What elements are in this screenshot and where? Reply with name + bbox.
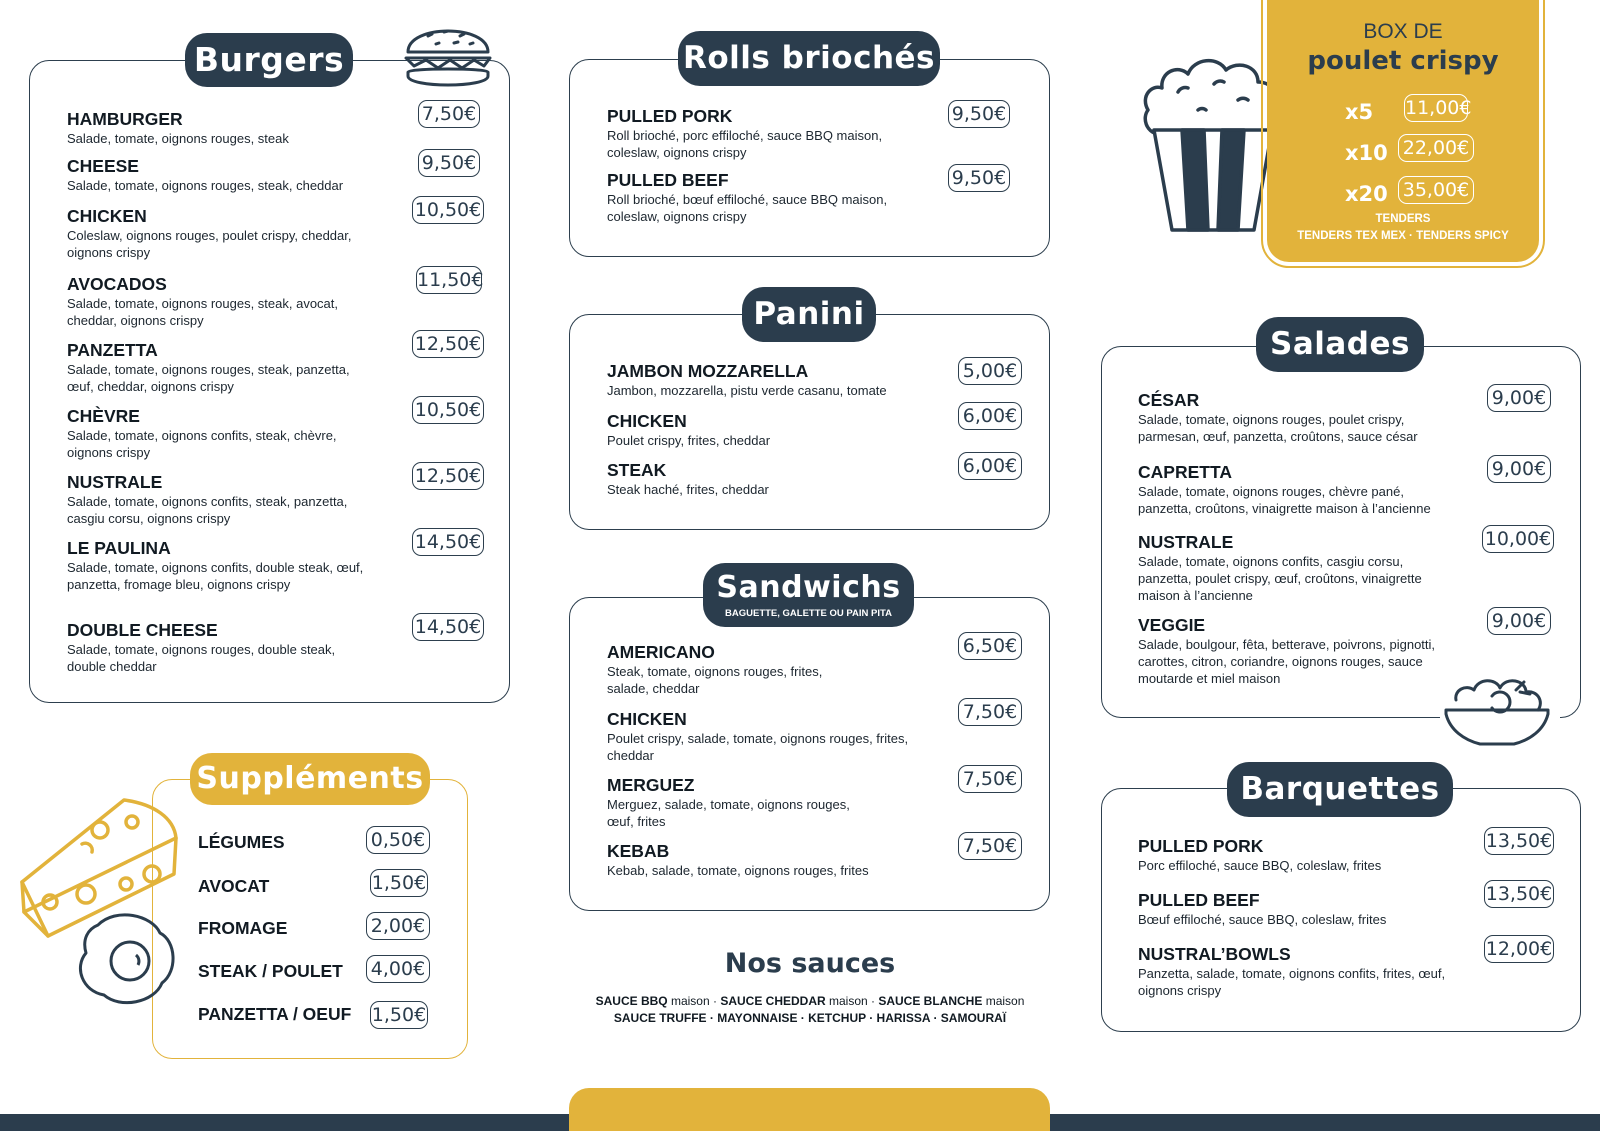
footer-gold-tab — [569, 1088, 1050, 1131]
salade-item-name: VEGGIE — [1138, 615, 1206, 635]
sandwich-item-desc: Steak, tomate, oignons rouges, frites, salade, cheddar — [607, 664, 823, 696]
panini-item-desc: Jambon, mozzarella, pistu verde casanu, tomate — [607, 383, 887, 398]
burger-item-name: DOUBLE CHEESE — [67, 620, 218, 640]
supplement-item-name: AVOCAT — [198, 876, 270, 896]
burger-item-desc: Salade, tomate, oignons rouges, steak, panzetta, œuf, cheddar, oignons crispy — [67, 362, 350, 394]
box-note-1: TENDERS — [1375, 213, 1431, 225]
box-price: 11,00€ — [1404, 94, 1468, 122]
rolls-item-price: 9,50€ — [948, 164, 1010, 192]
supplement-item-price: 1,50€ — [370, 1001, 428, 1029]
salade-item-desc: Salade, boulgour, fêta, betterave, poivrons, pignotti, carottes, citron, coriandre, oignons rouges, sauce moutarde et miel maison — [1138, 637, 1436, 686]
supplement-item-price: 2,00€ — [366, 912, 430, 940]
panini-item-desc: Poulet crispy, frites, cheddar — [607, 433, 771, 448]
barquette-item-name: PULLED PORK — [1138, 836, 1264, 856]
sandwich-item-name: MERGUEZ — [607, 775, 695, 795]
burger-item-name: CHÈVRE — [67, 406, 140, 426]
sauce-name: SAUCE CHEDDAR — [720, 994, 826, 1008]
salade-item-name: CAPRETTA — [1138, 462, 1232, 482]
barquettes-title: Barquettes — [1227, 762, 1453, 817]
rolls-item-name: PULLED BEEF — [607, 170, 729, 190]
supplement-item-name: FROMAGE — [198, 918, 288, 938]
salade-item-desc: Salade, tomate, oignons rouges, poulet crispy, parmesan, œuf, panzetta, croûtons, sauce césar — [1138, 412, 1418, 444]
supplement-item-price: 1,50€ — [370, 869, 428, 897]
burger-item-price: 9,50€ — [418, 149, 480, 177]
sandwich-item-desc: Poulet crispy, salade, tomate, oignons rouges, frites, cheddar — [607, 731, 909, 763]
box-qty: x10 — [1345, 141, 1388, 165]
burger-item-price: 11,50€ — [416, 266, 482, 294]
panini-item-name: JAMBON MOZZARELLA — [607, 361, 809, 381]
burger-item-desc: Salade, tomate, oignons confits, double steak, œuf, panzetta, fromage bleu, oignons crispy — [67, 560, 364, 592]
burger-item-desc: Coleslaw, oignons rouges, poulet crispy, cheddar, oignons crispy — [67, 228, 352, 260]
burger-item-price: 14,50€ — [412, 613, 484, 641]
salade-item-price: 9,00€ — [1487, 455, 1551, 483]
burgers-title: Burgers — [185, 33, 353, 87]
rolls-title: Rolls briochés — [678, 31, 940, 86]
sandwich-item-desc: Merguez, salade, tomate, oignons rouges, œuf, frites — [607, 797, 850, 829]
sauce-name: SAUCE BLANCHE — [878, 994, 983, 1008]
burger-item-name: PANZETTA — [67, 340, 158, 360]
burger-item-desc: Salade, tomate, oignons rouges, steak, cheddar — [67, 178, 344, 193]
supplement-item-name: LÉGUMES — [198, 832, 285, 852]
box-qty: x20 — [1345, 182, 1388, 206]
salade-item-price: 9,00€ — [1487, 384, 1551, 412]
barquette-item-name: NUSTRAL’BOWLS — [1138, 944, 1291, 964]
burger-item-name: AVOCADOS — [67, 274, 167, 294]
burger-item-desc: Salade, tomate, oignons rouges, double steak, double cheddar — [67, 642, 336, 674]
barquette-item-desc: Panzetta, salade, tomate, oignons confits, frites, œuf, oignons crispy — [1138, 966, 1446, 998]
burger-item-price: 12,50€ — [412, 462, 484, 490]
panini-item-desc: Steak haché, frites, cheddar — [607, 482, 769, 497]
supplement-item-name: STEAK / POULET — [198, 961, 343, 981]
box-qty: x5 — [1345, 100, 1374, 124]
rolls-item-name: PULLED PORK — [607, 106, 733, 126]
sauce-note: maison — [982, 994, 1025, 1008]
sandwich-item-price: 7,50€ — [958, 765, 1022, 793]
popcorn-bucket-icon — [1138, 44, 1288, 236]
panini-title: Panini — [742, 287, 876, 342]
sandwich-item-desc: Kebab, salade, tomate, oignons rouges, frites — [607, 863, 869, 878]
salade-item-desc: Salade, tomate, oignons confits, casgiu corsu, panzetta, poulet crispy, œuf, croûtons, vinaigrette maison à l’ancienne — [1138, 554, 1422, 603]
sandwich-item-name: KEBAB — [607, 841, 670, 861]
burger-item-desc: Salade, tomate, oignons rouges, steak, avocat, cheddar, oignons crispy — [67, 296, 339, 328]
fried-egg-icon — [76, 911, 178, 1007]
sandwichs-subtitle: BAGUETTE, GALETTE OU PAIN PITA — [725, 608, 892, 619]
burger-item-price: 7,50€ — [418, 100, 480, 128]
panini-item-name: CHICKEN — [607, 411, 687, 431]
supplement-item-price: 0,50€ — [366, 826, 430, 854]
panini-item-price: 5,00€ — [958, 357, 1022, 385]
burger-item-name: CHICKEN — [67, 206, 147, 226]
burger-item-price: 14,50€ — [412, 528, 484, 556]
barquette-item-desc: Bœuf effiloché, sauce BBQ, coleslaw, frites — [1138, 912, 1387, 927]
supplements-title: Suppléments — [190, 753, 430, 805]
panini-item-price: 6,00€ — [958, 452, 1022, 480]
salade-item-price: 10,00€ — [1482, 525, 1554, 553]
sandwichs-title: Sandwichs — [716, 570, 901, 605]
rolls-item-desc: Roll brioché, porc effiloché, sauce BBQ maison, coleslaw, oignons crispy — [607, 128, 883, 160]
salade-item-price: 9,00€ — [1487, 607, 1551, 635]
box-price: 35,00€ — [1398, 176, 1474, 204]
sandwich-item-name: CHICKEN — [607, 709, 687, 729]
box-note-2: TENDERS TEX MEX · TENDERS SPICY — [1297, 230, 1509, 242]
burger-item-price: 12,50€ — [412, 330, 484, 358]
supplement-item-name: PANZETTA / OEUF — [198, 1004, 352, 1024]
sauce-name: SAUCE BBQ — [595, 994, 668, 1008]
box-title-line2: poulet crispy — [1307, 46, 1499, 76]
burger-item-desc: Salade, tomate, oignons rouges, steak — [67, 131, 289, 146]
sauces-line-1 — [560, 994, 1060, 1008]
salad-bowl-icon — [1440, 670, 1560, 752]
sauces-title: Nos sauces — [724, 948, 896, 979]
burger-item-name: LE PAULINA — [67, 538, 171, 558]
salade-item-name: NUSTRALE — [1138, 532, 1234, 552]
sauce-note: maison · — [825, 994, 879, 1008]
box-price: 22,00€ — [1398, 134, 1474, 162]
barquette-item-name: PULLED BEEF — [1138, 890, 1260, 910]
panini-item-name: STEAK — [607, 460, 667, 480]
sauces-line-2: SAUCE TRUFFE · MAYONNAISE · KETCHUP · HARISSA · SAMOURAÏ — [613, 1011, 1007, 1025]
barquette-item-price: 13,50€ — [1484, 827, 1554, 855]
salade-item-desc: Salade, tomate, oignons rouges, chèvre pané, panzetta, croûtons, vinaigrette maison à l’ancienne — [1138, 484, 1431, 516]
burger-item-price: 10,50€ — [412, 196, 484, 224]
barquette-item-price: 12,00€ — [1484, 935, 1554, 963]
salade-item-name: CÉSAR — [1138, 390, 1200, 410]
sauce-note: maison · — [667, 994, 721, 1008]
burger-item-desc: Salade, tomate, oignons confits, steak, panzetta, casgiu corsu, oignons crispy — [67, 494, 348, 526]
salades-title: Salades — [1256, 317, 1424, 372]
barquette-item-desc: Porc effiloché, sauce BBQ, coleslaw, frites — [1138, 858, 1382, 873]
barquette-item-price: 13,50€ — [1484, 880, 1554, 908]
supplement-item-price: 4,00€ — [366, 955, 430, 983]
sandwich-item-price: 7,50€ — [958, 832, 1022, 860]
sandwichs-title-pill — [703, 563, 914, 627]
panini-item-price: 6,00€ — [958, 402, 1022, 430]
rolls-item-price: 9,50€ — [948, 100, 1010, 128]
rolls-item-desc: Roll brioché, bœuf effiloché, sauce BBQ maison, coleslaw, oignons crispy — [607, 192, 888, 224]
sandwich-item-name: AMERICANO — [607, 642, 715, 662]
burger-item-name: HAMBURGER — [67, 109, 183, 129]
sandwich-item-price: 7,50€ — [958, 698, 1022, 726]
burger-item-name: NUSTRALE — [67, 472, 163, 492]
burger-icon — [400, 12, 496, 92]
burger-item-desc: Salade, tomate, oignons confits, steak, chèvre, oignons crispy — [67, 428, 337, 460]
box-title-line1: BOX DE — [1363, 20, 1443, 43]
sandwich-item-price: 6,50€ — [958, 632, 1022, 660]
burger-item-price: 10,50€ — [412, 396, 484, 424]
burger-item-name: CHEESE — [67, 156, 139, 176]
